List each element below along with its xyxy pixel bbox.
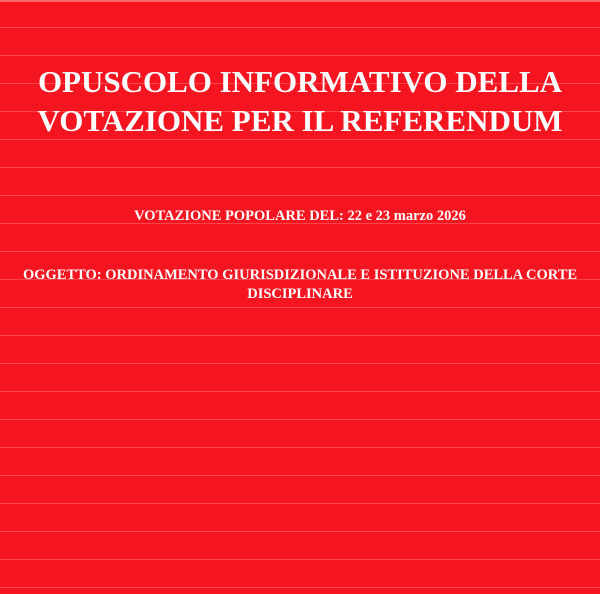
document-title-line-2: VOTAZIONE PER IL REFERENDUM [37, 103, 563, 138]
top-rule [0, 0, 600, 2]
referendum-subject-line-2: DISCIPLINARE [247, 286, 353, 302]
referendum-subject-line-1: OGGETTO: ORDINAMENTO GIURISDIZIONALE E ISTITUZIONE DELLA CORTE [22, 267, 578, 283]
referendum-subject [10, 266, 590, 304]
vote-date: VOTAZIONE POPOLARE DEL: 22 e 23 marzo 2026 [134, 208, 466, 224]
document-title [20, 62, 580, 140]
document-title-line-1: OPUSCOLO INFORMATIVO DELLA [37, 64, 563, 99]
